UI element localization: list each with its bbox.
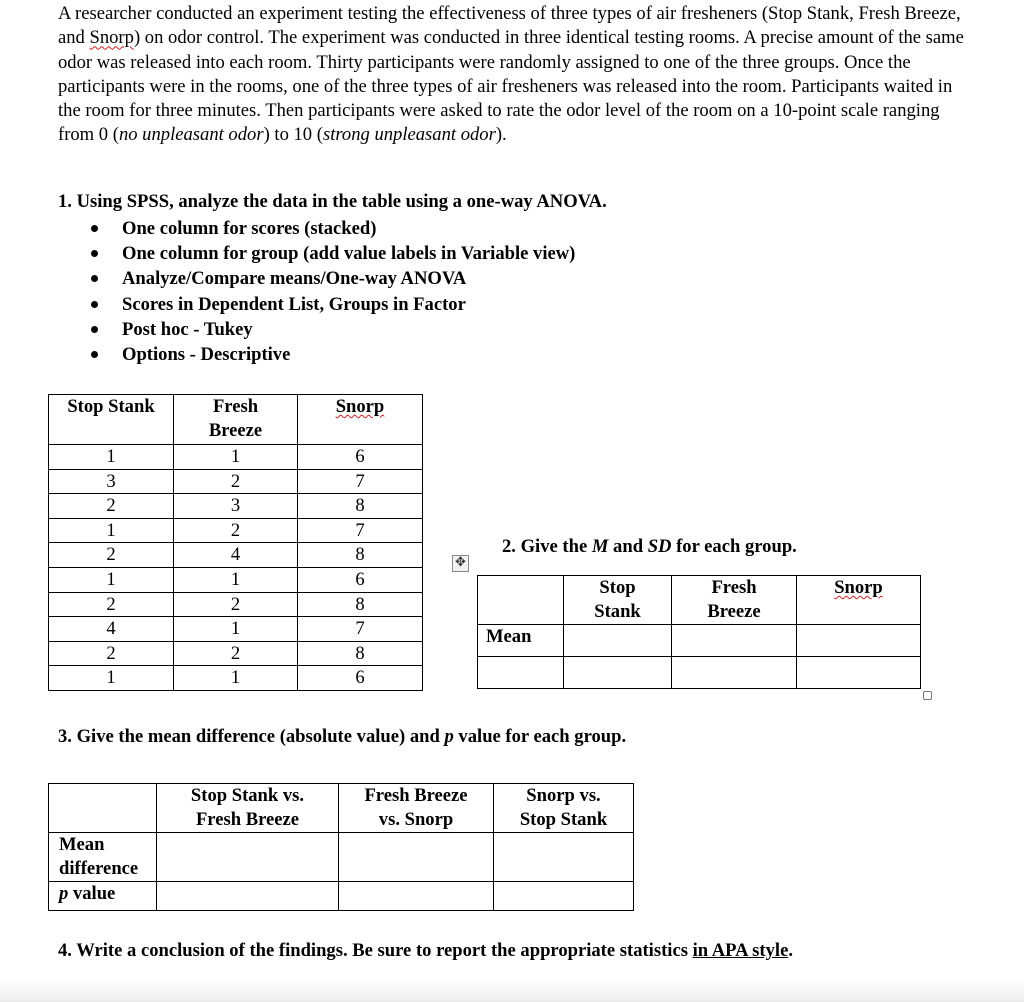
difference-table: [48, 783, 634, 911]
header-fresh-breeze-label: Fresh Breeze: [208, 396, 263, 441]
q4-text-post: .: [788, 940, 793, 961]
table-cell: 1: [49, 666, 174, 691]
table-row: [49, 666, 423, 691]
means-header-stop-stank-label: Stop Stank: [594, 577, 641, 622]
page-bottom-shadow: [0, 980, 1024, 1002]
table-header-row: [49, 395, 423, 445]
q3-p: p: [444, 726, 454, 747]
means-row-mean: [478, 625, 921, 657]
diff-cell[interactable]: [339, 833, 494, 882]
means-header-stop-stank: [564, 576, 672, 625]
table-cell: 6: [298, 666, 423, 691]
table-row: [49, 617, 423, 642]
table-cell: 1: [174, 666, 298, 691]
diff-row-label-p-italic: p: [59, 883, 69, 904]
q2-text-pre: 2. Give the: [502, 536, 592, 557]
diff-row-label-p-rest: value: [68, 883, 116, 904]
q2-sd: SD: [647, 536, 672, 557]
question-3-heading: [58, 726, 626, 748]
means-empty-cell[interactable]: [564, 657, 672, 689]
means-header-snorp: [797, 576, 921, 625]
table-cell: 8: [298, 641, 423, 666]
intro-text-4: ).: [495, 124, 507, 146]
table-cell: 1: [174, 567, 298, 592]
means-table: [477, 575, 921, 689]
table-cell: 1: [49, 445, 174, 470]
intro-text-3: ) to 10 (: [263, 124, 323, 146]
instruction-item: One column for group (add value labels in Variable view): [90, 241, 575, 266]
table-row: [49, 543, 423, 568]
intro-snorp: Snorp: [89, 27, 134, 49]
q2-text-post: for each group.: [671, 536, 797, 557]
table-cell: 1: [49, 518, 174, 543]
move-icon: ✥: [455, 555, 466, 570]
table-cell: 4: [49, 617, 174, 642]
means-header-fresh-breeze: [672, 576, 797, 625]
instruction-item: Analyze/Compare means/One-way ANOVA: [90, 266, 575, 291]
table-cell: 6: [298, 445, 423, 470]
table-cell: 2: [174, 592, 298, 617]
table-cell: 4: [174, 543, 298, 568]
table-cell: 6: [298, 567, 423, 592]
question-4-heading: [58, 940, 793, 962]
intro-paragraph: [58, 2, 978, 148]
table-cell: 1: [174, 445, 298, 470]
table-cell: 3: [49, 469, 174, 494]
table-cell: 7: [298, 469, 423, 494]
intro-emphasis-2: strong unpleasant odor: [322, 124, 496, 146]
diff-header-fb-sn-text: Fresh Breeze vs. Snorp: [364, 785, 468, 830]
table-cell: 2: [174, 641, 298, 666]
means-row-empty: [478, 657, 921, 689]
data-table: [48, 394, 423, 691]
table-row: [49, 445, 423, 470]
table-cell: 7: [298, 518, 423, 543]
means-empty-cell[interactable]: [672, 657, 797, 689]
means-header-empty: [478, 576, 564, 625]
mean-cell-fresh-breeze[interactable]: [672, 625, 797, 657]
table-row: [49, 494, 423, 519]
instruction-item: Scores in Dependent List, Groups in Factor: [90, 292, 575, 317]
header-fresh-breeze: [174, 395, 298, 445]
means-empty-cell[interactable]: [478, 657, 564, 689]
table-cell: 7: [298, 617, 423, 642]
intro-emphasis-1: no unpleasant odor: [118, 124, 264, 146]
q4-apa-style: in APA style: [692, 940, 789, 961]
table-cell: 1: [49, 567, 174, 592]
diff-header-ss-fb-label: Stop Stank vs. Fresh Breeze: [190, 785, 305, 830]
question-2-heading: [502, 536, 797, 558]
header-snorp-label: Snorp: [335, 396, 385, 417]
table-row: [49, 641, 423, 666]
diff-row-mean-difference: [49, 833, 634, 882]
mean-cell-stop-stank[interactable]: [564, 625, 672, 657]
q3-text-post: value for each group.: [453, 726, 627, 747]
diff-header-fb-sn-label: [356, 784, 476, 832]
diff-row-label-mean-text: Mean difference: [59, 834, 139, 879]
diff-header-row: [49, 784, 634, 833]
diff-cell[interactable]: [494, 833, 634, 882]
diff-header-sn-ss-label: Snorp vs. Stop Stank: [519, 785, 608, 830]
diff-cell[interactable]: [157, 833, 339, 882]
table-move-handle[interactable]: [452, 555, 469, 572]
table-resize-handle[interactable]: [923, 691, 932, 700]
table-cell: 2: [174, 469, 298, 494]
header-snorp: [298, 395, 423, 445]
table-cell: 1: [174, 617, 298, 642]
instruction-item: One column for scores (stacked): [90, 216, 575, 241]
diff-header-ss-fb: [157, 784, 339, 833]
p-cell[interactable]: [339, 882, 494, 911]
table-cell: 3: [174, 494, 298, 519]
instruction-item: Post hoc - Tukey: [90, 317, 575, 342]
table-cell: 2: [49, 494, 174, 519]
q2-text-mid: and: [608, 536, 648, 557]
table-cell: 8: [298, 592, 423, 617]
question-1-heading: 1. Using SPSS, analyze the data in the table using a one-way ANOVA.: [58, 191, 607, 212]
q4-text-pre: 4. Write a conclusion of the findings. Be sure to report the appropriate statistics: [58, 940, 693, 961]
instruction-list: [90, 216, 575, 367]
means-header-row: [478, 576, 921, 625]
diff-row-p-value: [49, 882, 634, 911]
p-cell[interactable]: [494, 882, 634, 911]
means-header-snorp-label: Snorp: [834, 577, 883, 598]
q2-m: M: [591, 536, 609, 557]
p-cell[interactable]: [157, 882, 339, 911]
q3-text-pre: 3. Give the mean difference (absolute value) and: [58, 726, 445, 747]
diff-row-label-p: [49, 882, 157, 911]
instruction-item: Options - Descriptive: [90, 342, 575, 367]
data-table-body: [49, 445, 423, 691]
means-empty-cell[interactable]: [797, 657, 921, 689]
diff-row-label-mean: [49, 833, 157, 882]
table-row: [49, 518, 423, 543]
table-row: [49, 469, 423, 494]
table-cell: 2: [49, 543, 174, 568]
diff-header-empty: [49, 784, 157, 833]
table-row: [49, 567, 423, 592]
table-cell: 8: [298, 543, 423, 568]
means-row-label: Mean: [478, 625, 564, 657]
table-cell: 8: [298, 494, 423, 519]
intro-text-1: A researcher conducted an experiment testing the effectiveness of three types of air fresheners (Stop Stank, Fresh Breeze, and: [58, 3, 961, 49]
mean-cell-snorp[interactable]: [797, 625, 921, 657]
diff-header-sn-ss: [494, 784, 634, 833]
table-cell: 2: [49, 641, 174, 666]
table-row: [49, 592, 423, 617]
table-cell: 2: [174, 518, 298, 543]
table-cell: 2: [49, 592, 174, 617]
means-header-fresh-breeze-label: Fresh Breeze: [707, 577, 761, 622]
diff-header-fb-sn: [339, 784, 494, 833]
header-stop-stank: Stop Stank: [49, 395, 174, 445]
intro-text-2: ) on odor control. The experiment was conducted in three identical testing rooms. A precise amount of the same odor was released into each room. Thirty participants were randomly assigned to one of the three groups. Once the participants were in the rooms, one of the three types of air fresheners was released into the room. Participants waited in the room for three minutes. Then participants were asked to rate the odor level of the room on a 10-point scale ranging from 0 (: [58, 27, 964, 146]
